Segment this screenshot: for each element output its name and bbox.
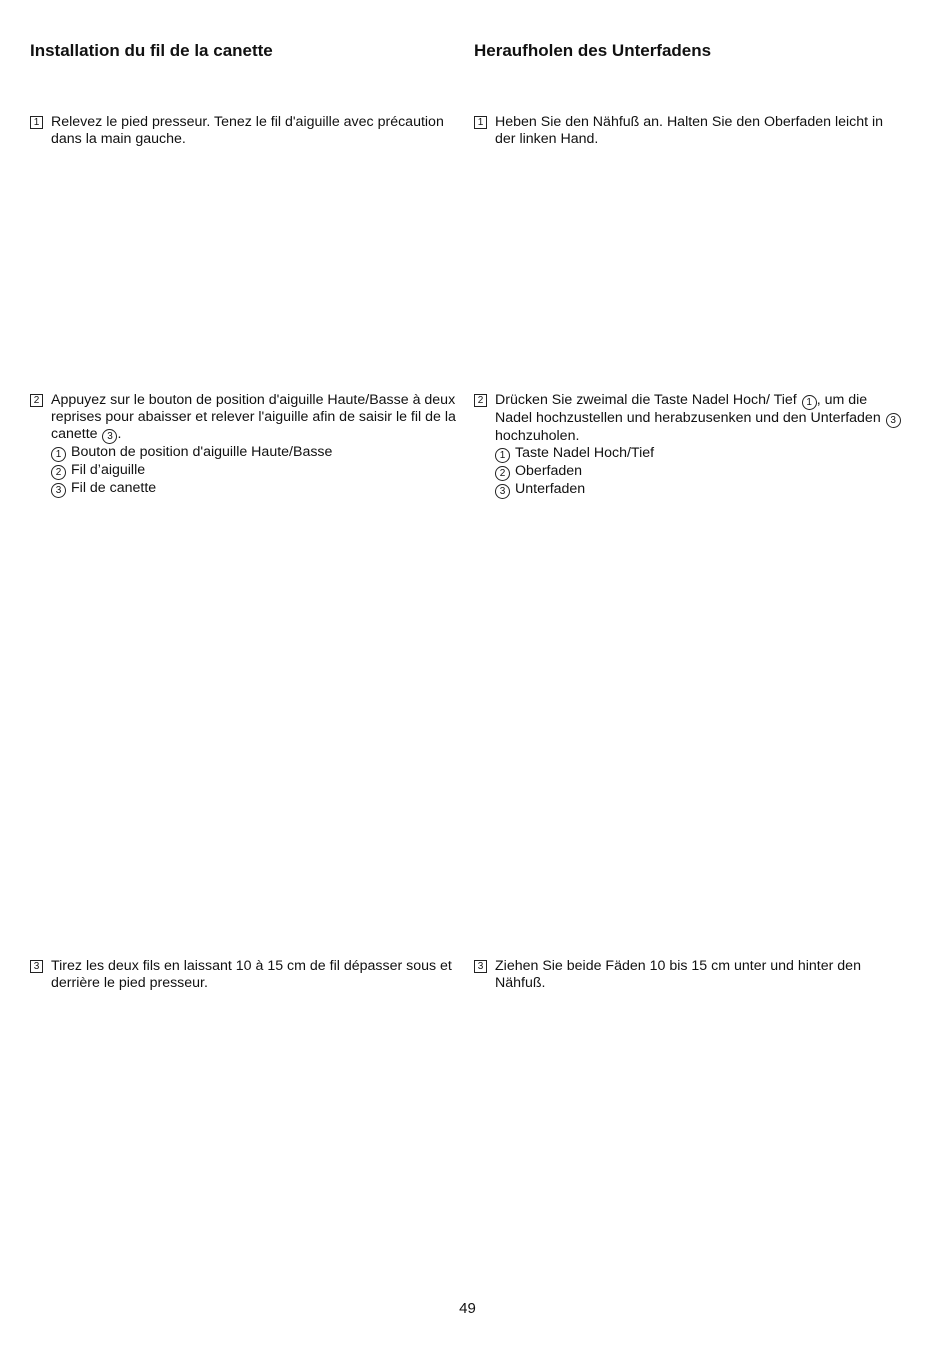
step-text-part: Drücken Sie zweimal die Taste Nadel Hoch/ Tief	[495, 392, 801, 408]
legend-item	[51, 462, 458, 480]
legend-list	[51, 444, 458, 498]
legend-label: Oberfaden	[515, 463, 583, 479]
step-2-de	[474, 392, 902, 499]
legend-number: 1	[495, 448, 510, 463]
legend-label: Unterfaden	[515, 481, 586, 497]
step-number-badge: 2	[474, 394, 487, 407]
step-3-de	[474, 958, 902, 992]
legend-number: 1	[51, 447, 66, 462]
legend-item	[495, 445, 902, 463]
step-number-badge: 3	[474, 960, 487, 973]
step-text-part: .	[117, 426, 122, 442]
legend-number: 2	[495, 466, 510, 481]
step-text: Tirez les deux fils en laissant 10 à 15 cm de fil dépasser sous et derrière le pied presseur.	[51, 958, 452, 991]
step-text: Ziehen Sie beide Fäden 10 bis 15 cm unter und hinter den Nähfuß.	[495, 958, 861, 991]
step-3-fr	[30, 958, 458, 992]
legend-number: 3	[51, 483, 66, 498]
reference-marker: 1	[802, 395, 817, 410]
step-number-badge: 3	[30, 960, 43, 973]
step-1-de	[474, 114, 902, 148]
legend-label: Fil de canette	[71, 480, 157, 496]
legend-item	[51, 444, 458, 462]
legend-number: 3	[495, 484, 510, 499]
legend-list	[495, 445, 902, 499]
reference-marker: 3	[102, 429, 117, 444]
step-number-badge: 1	[30, 116, 43, 129]
step-text	[51, 392, 458, 444]
step-text-part: hochzuholen.	[495, 428, 580, 444]
step-number-badge: 2	[30, 394, 43, 407]
legend-item	[495, 463, 902, 481]
section-heading-de: Heraufholen des Unterfadens	[474, 41, 712, 60]
step-1-fr	[30, 114, 458, 148]
legend-label: Fil d’aiguille	[71, 462, 146, 478]
step-text: Relevez le pied presseur. Tenez le fil d'aiguille avec précaution dans la main gauche.	[51, 114, 444, 147]
legend-item	[495, 481, 902, 499]
step-text	[495, 392, 902, 445]
page-number: 49	[459, 1300, 476, 1317]
step-text-part: , um die Nadel hochzustellen und herabzusenken und den Unterfaden	[495, 392, 885, 426]
legend-number: 2	[51, 465, 66, 480]
step-text: Heben Sie den Nähfuß an. Halten Sie den Oberfaden leicht in der linken Hand.	[495, 114, 884, 147]
section-heading-fr: Installation du fil de la canette	[30, 41, 273, 60]
legend-label: Bouton de position d'aiguille Haute/Basse	[71, 444, 333, 460]
step-number-badge: 1	[474, 116, 487, 129]
step-text-part: Appuyez sur le bouton de position d'aiguille Haute/Basse à deux reprises pour abaisser et relever l'aiguille afin de saisir le fil de la canette	[51, 392, 456, 442]
legend-label: Taste Nadel Hoch/Tief	[515, 445, 655, 461]
reference-marker: 3	[886, 413, 901, 428]
step-2-fr	[30, 392, 458, 498]
legend-item	[51, 480, 458, 498]
